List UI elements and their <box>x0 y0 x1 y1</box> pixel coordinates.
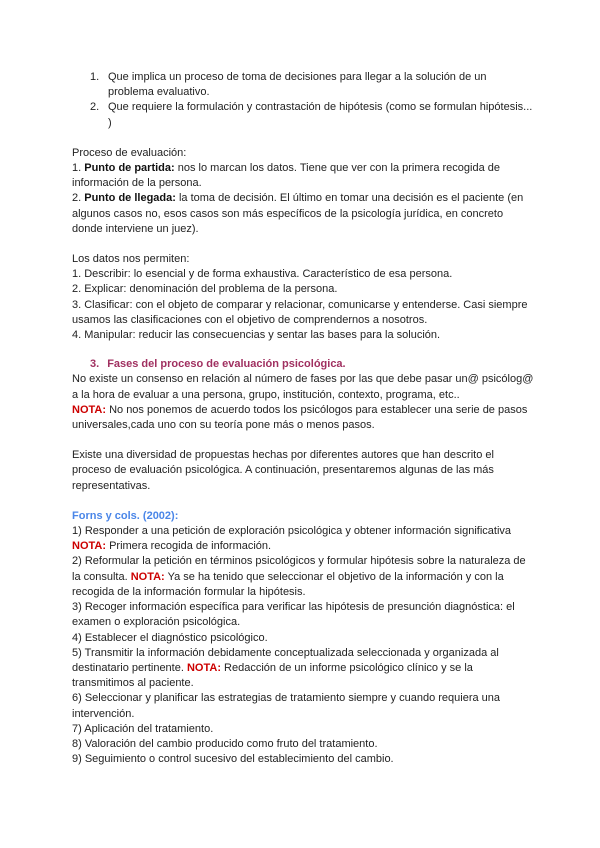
forns-nota: NOTA: Primera recogida de información. <box>72 540 272 553</box>
datos-item: 2. Explicar: denominación del problema de la persona. <box>72 283 338 296</box>
datos-title: Los datos nos permiten: <box>72 253 190 266</box>
nota-label: NOTA: <box>186 661 221 674</box>
section-nota: NOTA: No nos ponemos de acuerdo todos los psicólogos para establecer una serie de pasos universales,cada uno con su teoría pone más o menos pasos. <box>72 403 528 432</box>
proceso-item-1: 1. Punto de partida: nos lo marcan los datos. Tiene que ver con la primera recogida de información de la persona. <box>72 162 500 190</box>
forns-step: 3) Recoger información específica para verificar las hipótesis de presunción diagnóstica: el examen o exploración psicológica. <box>72 601 515 629</box>
forns-step: 1) Responder a una petición de exploración psicológica y obtener información significativa <box>72 525 512 538</box>
datos-item: 4. Manipular: reducir las consecuencias y sentar las bases para la solución. <box>72 329 441 342</box>
intro-list <box>72 70 534 131</box>
list-item <box>72 70 534 100</box>
proceso-bold-2: Punto de llegada: <box>84 192 176 205</box>
proceso-bold-1: Punto de partida: <box>84 162 175 175</box>
datos-item: 3. Clasificar: con el objeto de comparar y relacionar, comunicarse y entenderse. Casi siempre usamos las clasificaciones con el objetivo de comprendernos a nosotros. <box>72 298 528 326</box>
forns-step: 4) Establecer el diagnóstico psicológico. <box>72 631 268 644</box>
forns-step: 9) Seguimiento o control sucesivo del establecimiento del cambio. <box>72 753 394 766</box>
nota-label: NOTA: <box>130 570 165 583</box>
forns-step: 8) Valoración del cambio producido como fruto del tratamiento. <box>72 737 378 750</box>
list-item <box>72 100 534 130</box>
proceso-title: Proceso de evaluación: <box>72 146 187 159</box>
forns-heading: Forns y cols. (2002): <box>72 509 179 522</box>
forns-step: 2) Reformular la petición en términos psicológicos y formular hipótesis sobre la naturaleza de la consulta. NOTA: Ya se ha tenido que seleccionar el objetivo de la información y con la recogida de la información formular la hipótesis. <box>72 555 526 598</box>
section-heading: 3. Fases del proceso de evaluación psicológica. <box>90 358 346 371</box>
list-text: Que requiere la formulación y contrastación de hipótesis (como se formulan hipótesis... ) <box>108 101 533 129</box>
forns-step: 7) Aplicación del tratamiento. <box>72 722 214 735</box>
list-number: 2. <box>90 101 100 114</box>
forns-step: 6) Seleccionar y planificar las estrategias de tratamiento siempre y cuando requiera una intervención. <box>72 692 501 720</box>
list-number: 1. <box>90 71 100 83</box>
datos-item: 1. Describir: lo esencial y de forma exhaustiva. Característico de esa persona. <box>72 268 453 281</box>
list-text: Que implica un proceso de toma de decisiones para llegar a la solución de un problema evaluativo. <box>108 71 487 99</box>
forns-step: 5) Transmitir la información debidamente conceptualizada seleccionada y organizada al destinatario pertinente. NOTA: Redacción de un informe psicológico clínico y se la transmitimos al paciente. <box>72 646 499 690</box>
document-content <box>72 70 534 767</box>
section-paragraph: Existe una diversidad de propuestas hechas por diferentes autores que han descrito el proceso de evaluación psicológica. A continuación, presentaremos algunas de las más representativas. <box>72 449 494 492</box>
nota-label: NOTA: <box>72 540 107 553</box>
section-paragraph: No existe un consenso en relación al número de fases por las que debe pasar un@ psicólog@ a la hora de evaluar a una persona, grupo, institución, contexto, programa, etc.. <box>72 373 534 401</box>
proceso-item-2: 2. Punto de llegada: la toma de decisión. El último en tomar una decisión es el paciente (en algunos casos no, esos casos son más específicos de la psicología jurídica, en concreto donde interviene un juez). <box>72 192 524 235</box>
nota-label: NOTA: <box>72 403 107 416</box>
